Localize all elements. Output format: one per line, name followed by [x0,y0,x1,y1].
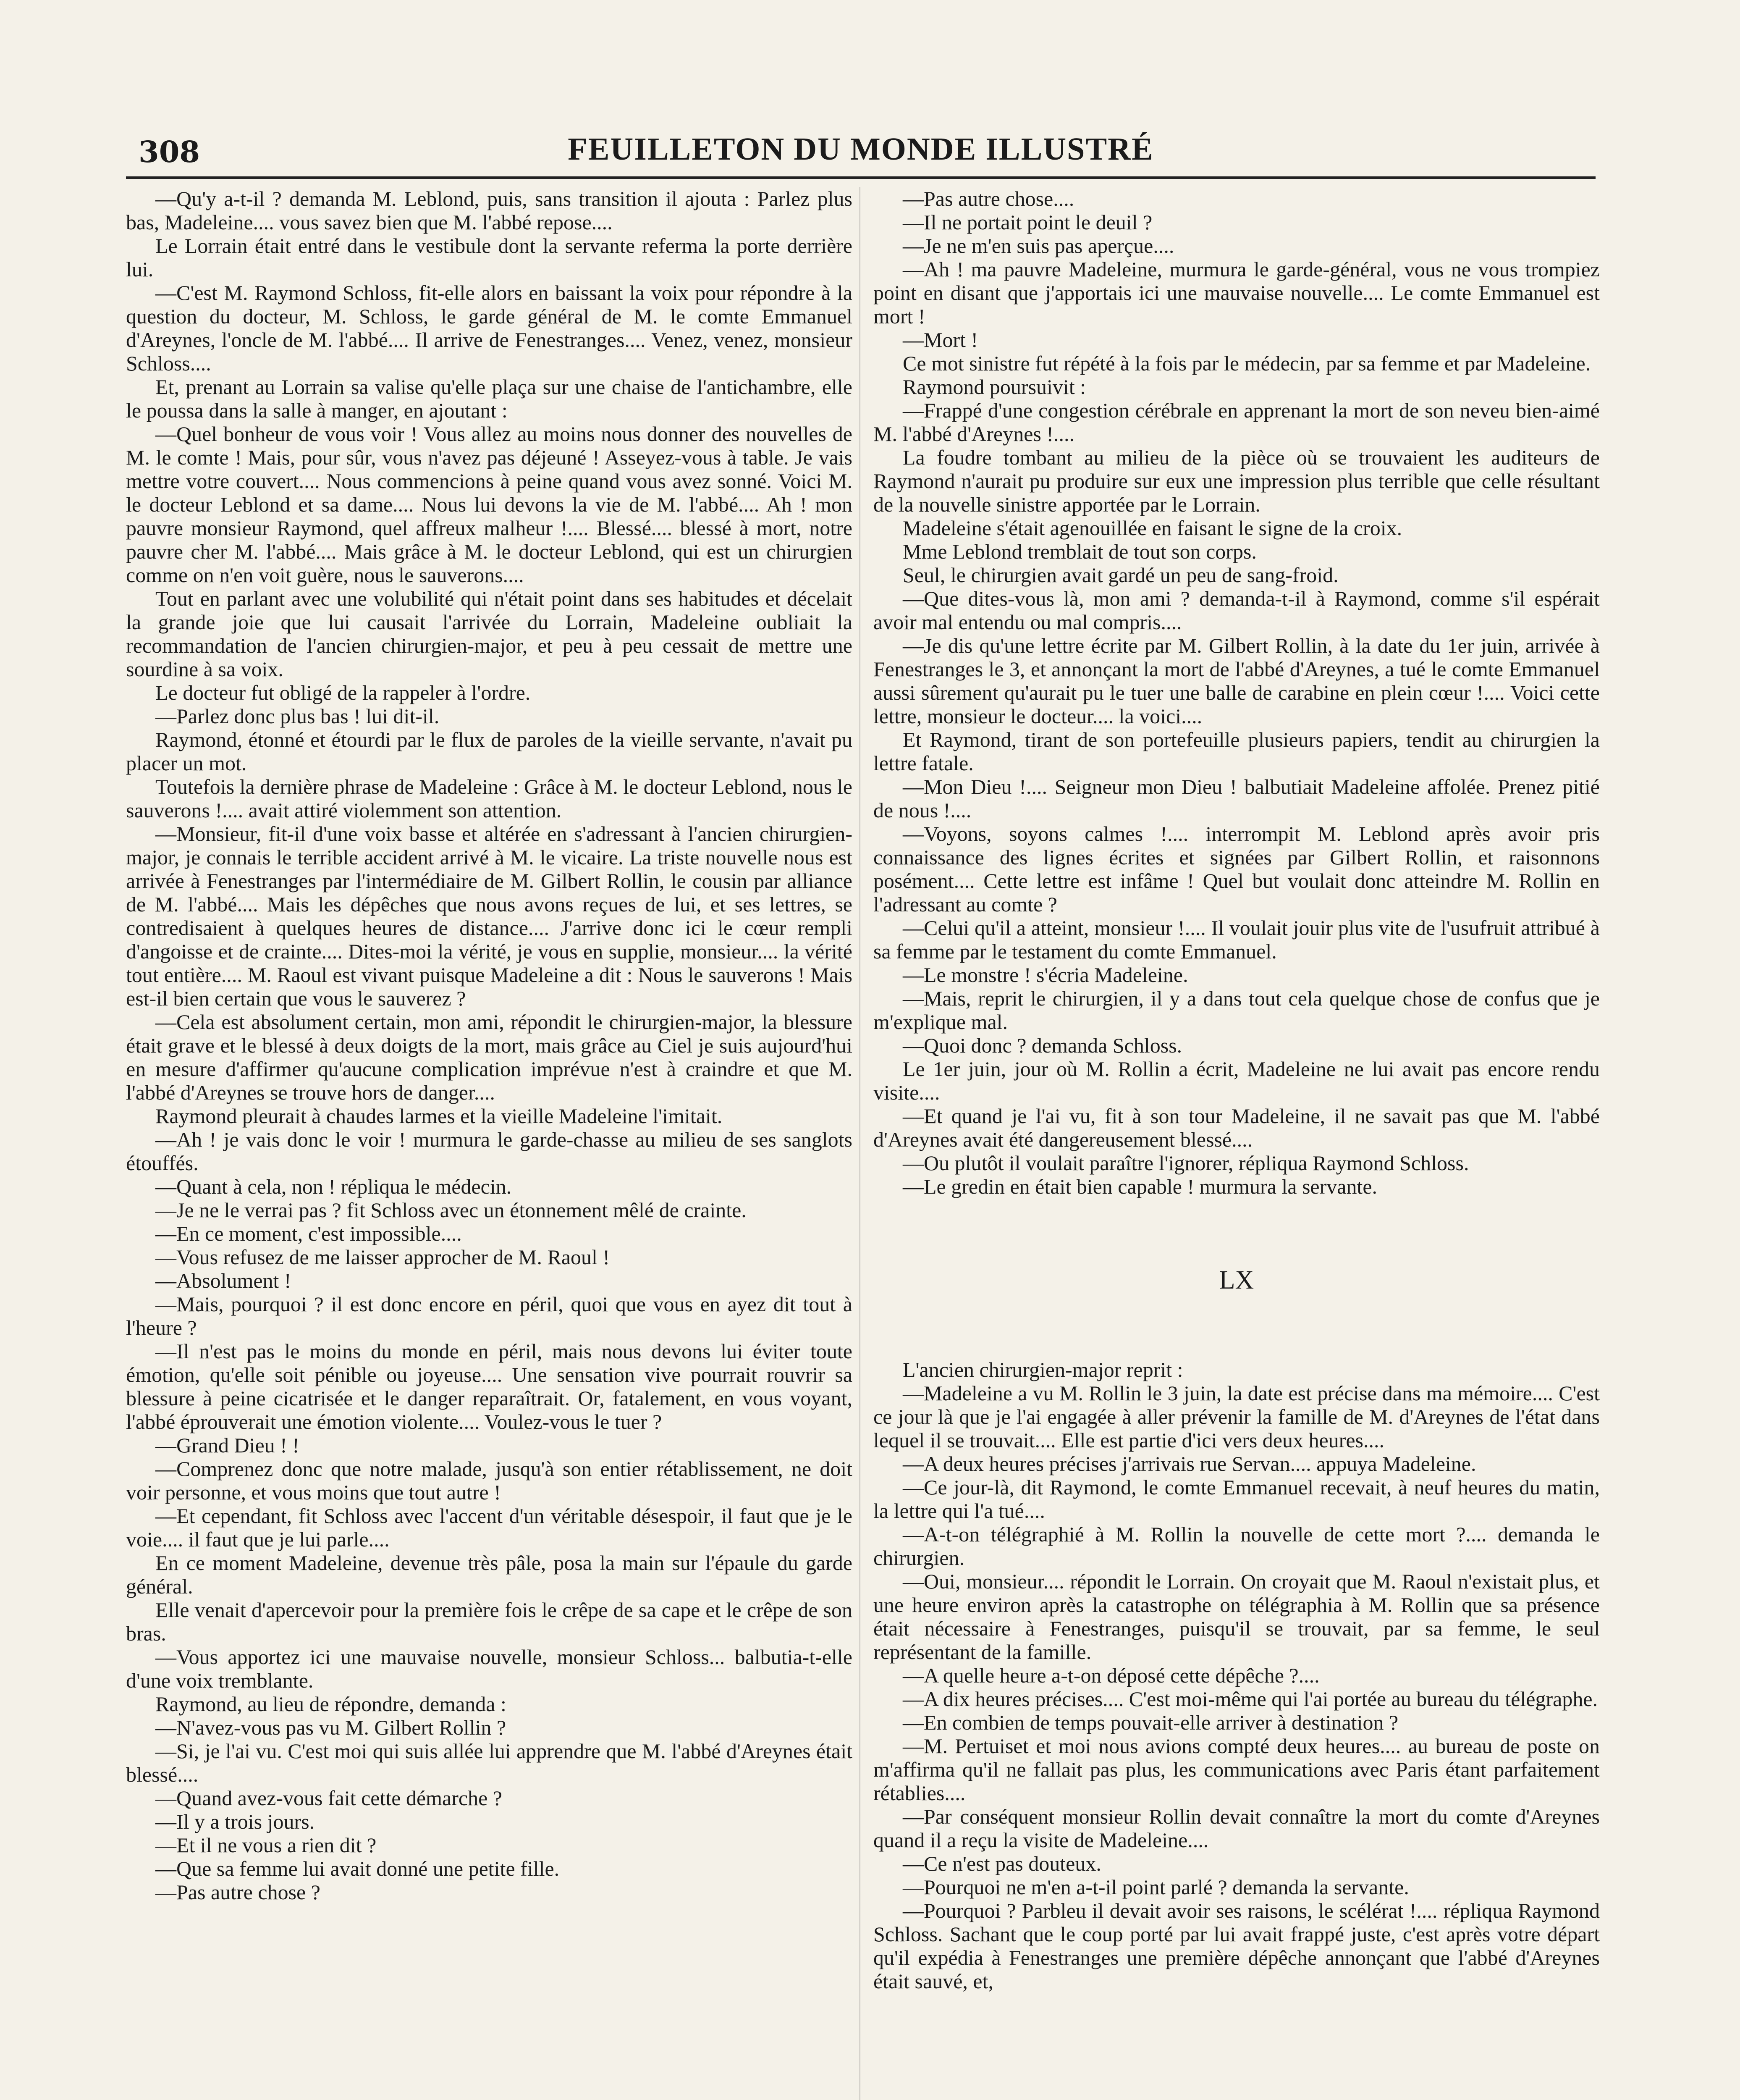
paragraph: Le docteur fut obligé de la rappeler à l'ordre. [155,681,531,704]
paragraph: Raymond poursuivit : [903,375,1086,399]
paragraph: —Quand avez-vous fait cette démarche ? [155,1786,502,1810]
paragraph: —Frappé d'une congestion cérébrale en apprenant la mort de son neveu bien-aimé M. l'abbé d'Areynes !.... [873,399,1600,446]
paragraph: —Que sa femme lui avait donné une petite fille. [155,1857,560,1880]
paragraph: —Quel bonheur de vous voir ! Vous allez au moins nous donner des nouvelles de M. le comte ! Mais, pour sûr, vous n'avez pas déjeuné ! Asseyez-vous à table. Je vais mettre votre couvert.... Nous commencions à peine quand vous avez sonné. Voici M. le docteur Leblond et sa dame.... Nous lui devons la vie de M. l'abbé.... Ah ! mon pauvre monsieur Raymond, quel affreux malheur !.... Blessé.... blessé à mort, notre pauvre cher M. l'abbé.... Mais grâce à M. le docteur Leblond, qui est un chirurgien comme on n'en voit guère, nous le sauverons.... [126,422,852,587]
paragraph: —Je dis qu'une lettre écrite par M. Gilbert Rollin, à la date du 1er juin, arrivée à Fenestranges le 3, et annonçant la mort de l'abbé d'Areynes, a tué le comte Emmanuel aussi sûrement qu'aurait pu le tuer une balle de carabine en plein cœur !.... Voici cette lettre, monsieur le docteur.... la voici.... [873,634,1600,728]
paragraph: L'ancien chirurgien-major reprit : [903,1358,1183,1381]
paragraph: —M. Pertuiset et moi nous avions compté deux heures.... au bureau de poste on m'affirma qu'il ne fallait pas plus, les communications avec Paris étant parfaitement rétablies.... [873,1734,1600,1805]
paragraph: —Pas autre chose ? [155,1880,320,1904]
paragraph: —Je ne m'en suis pas aperçue.... [903,234,1174,257]
paragraph: —Et cependant, fit Schloss avec l'accent d'un véritable désespoir, il faut que je le voie.... il faut que je lui parle.... [126,1504,852,1551]
paragraph: —Si, je l'ai vu. C'est moi qui suis allée lui apprendre que M. l'abbé d'Areynes était blessé.... [126,1739,852,1786]
paragraph: —Mort ! [903,328,978,352]
paragraph: —Absolument ! [155,1269,291,1292]
paragraph: —Mais, reprit le chirurgien, il y a dans tout cela quelque chose de confus que je m'explique mal. [873,987,1600,1034]
paragraph: —A deux heures précises j'arrivais rue Servan.... appuya Madeleine. [903,1452,1476,1475]
paragraph: —Et il ne vous a rien dit ? [155,1833,377,1857]
paragraph: La foudre tombant au milieu de la pièce où se trouvaient les auditeurs de Raymond n'aurait pu produire sur eux une impression plus terrible que celle résultant de la nouvelle sinistre apportée par le Lorrain. [873,446,1600,516]
paragraph: —Que dites-vous là, mon ami ? demanda-t-il à Raymond, comme s'il espérait avoir mal entendu ou mal compris.... [873,587,1600,634]
paragraph: —En combien de temps pouvait-elle arriver à destination ? [903,1711,1399,1734]
paragraph: Et Raymond, tirant de son portefeuille plusieurs papiers, tendit au chirurgien la lettre fatale. [873,728,1600,775]
paragraph: —Le monstre ! s'écria Madeleine. [903,963,1188,987]
paragraph: Raymond, au lieu de répondre, demanda : [155,1692,506,1716]
running-title: FEUILLETON DU MONDE ILLUSTRÉ [568,131,1154,167]
paragraph: —A dix heures précises.... C'est moi-même qui l'ai portée au bureau du télégraphe. [903,1687,1598,1711]
paragraph: —Ce jour-là, dit Raymond, le comte Emmanuel recevait, à neuf heures du matin, la lettre qui l'a tué.... [873,1475,1600,1522]
paragraph: —Mais, pourquoi ? il est donc encore en péril, quoi que vous en ayez dit tout à l'heure ? [126,1292,852,1339]
paragraph: —Ou plutôt il voulait paraître l'ignorer, répliqua Raymond Schloss. [903,1151,1469,1175]
paragraph: Madeleine s'était agenouillée en faisant le signe de la croix. [903,516,1402,540]
paragraph: Le 1er juin, jour où M. Rollin a écrit, Madeleine ne lui avait pas encore rendu visite.... [873,1057,1600,1104]
paragraph: Elle venait d'apercevoir pour la première fois le crêpe de sa cape et le crêpe de son bras. [126,1598,852,1645]
paragraph: —Il n'est pas le moins du monde en péril, mais nous devons lui éviter toute émotion, qu'elle soit pénible ou joyeuse.... Une sensation vive pourrait rouvrir sa blessure à peine cicatrisée et le danger reparaîtrait. Or, fatalement, en vous voyant, l'abbé éprouverait une émotion violente.... Voulez-vous le tuer ? [126,1339,852,1433]
right-column-bottom [873,1358,1600,1993]
page-number: 308 [139,134,200,169]
paragraph: —Vous apportez ici une mauvaise nouvelle, monsieur Schloss... balbutia-t-elle d'une voix tremblante. [126,1645,852,1692]
paragraph: —Pourquoi ne m'en a-t-il point parlé ? demanda la servante. [903,1875,1409,1899]
paragraph: —Cela est absolument certain, mon ami, répondit le chirurgien-major, la blessure était grave et le blessé à deux doigts de la mort, mais grâce au Ciel je suis aujourd'hui en mesure d'affirmer qu'aucune complication imprévue n'est à craindre et que M. l'abbé d'Areynes se trouve hors de danger.... [126,1010,852,1104]
paragraph: Raymond, étonné et étourdi par le flux de paroles de la vieille servante, n'avait pu placer un mot. [126,728,852,775]
paragraph: —Oui, monsieur.... répondit le Lorrain. On croyait que M. Raoul n'existait plus, et une heure environ après la catastrophe on télégraphia à M. Rollin que sa présence était nécessaire à Fenestranges, puisqu'il se trouvait, par sa femme, le seul représentant de la famille. [873,1570,1600,1664]
paragraph: Mme Leblond tremblait de tout son corps. [903,540,1257,563]
paragraph: —Comprenez donc que notre malade, jusqu'à son entier rétablissement, ne doit voir personne, et vous moins que tout autre ! [126,1457,852,1504]
paragraph: —Quoi donc ? demanda Schloss. [903,1034,1182,1057]
paragraph: —Qu'y a-t-il ? demanda M. Leblond, puis, sans transition il ajouta : Parlez plus bas, Madeleine.... vous savez bien que M. l'abbé repose.... [126,187,852,234]
paragraph: —Celui qu'il a atteint, monsieur !.... Il voulait jouir plus vite de l'usufruit attribué à sa femme par le testament du comte Emmanuel. [873,916,1600,963]
paragraph: Le Lorrain était entré dans le vestibule dont la servante referma la porte derrière lui. [126,234,852,281]
paragraph: —Pas autre chose.... [903,187,1074,210]
paragraph: —Pourquoi ? Parbleu il devait avoir ses raisons, le scélérat !.... répliqua Raymond Schloss. Sachant que le coup porté par lui avait frappé juste, c'est après votre départ qu'il expédia à Fenestranges une première dépêche annonçant que l'abbé d'Areynes était sauvé, et, [873,1899,1600,1993]
paragraph: En ce moment Madeleine, devenue très pâle, posa la main sur l'épaule du garde général. [126,1551,852,1598]
paragraph: —Ah ! je vais donc le voir ! murmura le garde-chasse au milieu de ses sanglots étouffés. [126,1128,852,1175]
paragraph: —Parlez donc plus bas ! lui dit-il. [155,704,440,728]
paragraph: Ce mot sinistre fut répété à la fois par le médecin, par sa femme et par Madeleine. [903,352,1591,375]
right-column [873,187,1600,2100]
page-header [126,126,1596,181]
paragraph: —Mon Dieu !.... Seigneur mon Dieu ! balbutiait Madeleine affolée. Prenez pitié de nous !.... [873,775,1600,822]
paragraph: —Il y a trois jours. [155,1810,315,1833]
paragraph: —Monsieur, fit-il d'une voix basse et altérée en s'adressant à l'ancien chirurgien-major, je connais le terrible accident arrivé à M. le vicaire. La triste nouvelle nous est arrivée à Fenestranges par l'intermédiaire de M. Gilbert Rollin, le cousin par alliance de M. l'abbé.... Mais les dépêches que nous avons reçues de lui, et ses lettres, se contredisaient à quelques heures de distance.... J'arrive donc ici le cœur rempli d'angoisse et de crainte.... Dites-moi la vérité, je vous en supplie, monsieur.... la vérité tout entière.... M. Raoul est vivant puisque Madeleine a dit : Nous le sauverons ! Mais est-il bien certain que vous le sauverez ? [126,822,852,1010]
paragraph: Raymond pleurait à chaudes larmes et la vieille Madeleine l'imitait. [155,1104,723,1128]
paragraph: —Je ne le verrai pas ? fit Schloss avec un étonnement mêlé de crainte. [155,1198,747,1222]
paragraph: —Ce n'est pas douteux. [903,1852,1101,1875]
paragraph: —A-t-on télégraphié à M. Rollin la nouvelle de cette mort ?.... demanda le chirurgien. [873,1522,1600,1570]
paragraph: —Vous refusez de me laisser approcher de M. Raoul ! [155,1245,610,1269]
paragraph: —Quant à cela, non ! répliqua le médecin. [155,1175,512,1198]
paragraph: —Madeleine a vu M. Rollin le 3 juin, la date est précise dans ma mémoire.... C'est ce jour là que je l'ai engagée à aller prévenir la famille de M. d'Areynes de l'état dans lequel il se trouvait.... Elle est partie d'ici vers deux heures.... [873,1381,1600,1452]
paragraph: —En ce moment, c'est impossible.... [155,1222,462,1245]
chapter-heading: LX [1219,1266,1254,1294]
paragraph: Toutefois la dernière phrase de Madeleine : Grâce à M. le docteur Leblond, nous le sauverons !.... avait attiré violemment son attention. [126,775,852,822]
paragraph: Tout en parlant avec une volubilité qui n'était point dans ses habitudes et décelait la grande joie que lui causait l'arrivée du Lorrain, Madeleine oubliait la recommandation de l'ancien chirurgien-major, et peu à peu cessait de mettre une sourdine à sa voix. [126,587,852,681]
paragraph: —Par conséquent monsieur Rollin devait connaître la mort du comte d'Areynes quand il a reçu la visite de Madeleine.... [873,1805,1600,1852]
header-rule [126,176,1596,179]
paragraph: —Voyons, soyons calmes !.... interrompit M. Leblond après avoir pris connaissance des lignes écrites et signées par Gilbert Rollin, et raisonnons posément.... Cette lettre est infâme ! Quel but voulait donc atteindre M. Rollin en l'adressant au comte ? [873,822,1600,916]
paragraph: —Grand Dieu ! ! [155,1433,299,1457]
paragraph: —C'est M. Raymond Schloss, fit-elle alors en baissant la voix pour répondre à la question du docteur, M. Schloss, le garde général de M. le comte Emmanuel d'Areynes, l'oncle de M. l'abbé.... Il arrive de Fenestranges.... Venez, venez, monsieur Schloss.... [126,281,852,375]
left-column [126,187,852,2100]
paragraph: —Le gredin en était bien capable ! murmura la servante. [903,1175,1378,1198]
paragraph: —Et quand je l'ai vu, fit à son tour Madeleine, il ne savait pas que M. l'abbé d'Areynes avait été dangereusement blessé.... [873,1104,1600,1151]
right-column-top [873,187,1600,1198]
paragraph: —A quelle heure a-t-on déposé cette dépêche ?.... [903,1664,1320,1687]
paragraph: —N'avez-vous pas vu M. Gilbert Rollin ? [155,1716,506,1739]
paragraph: —Il ne portait point le deuil ? [903,210,1153,234]
paragraph: Seul, le chirurgien avait gardé un peu de sang-froid. [903,563,1339,587]
paragraph: —Ah ! ma pauvre Madeleine, murmura le garde-général, vous ne vous trompiez point en disant que j'apportais ici une mauvaise nouvelle.... Le comte Emmanuel est mort ! [873,257,1600,328]
paragraph: Et, prenant au Lorrain sa valise qu'elle plaça sur une chaise de l'antichambre, elle le poussa dans la salle à manger, en ajoutant : [126,375,852,422]
